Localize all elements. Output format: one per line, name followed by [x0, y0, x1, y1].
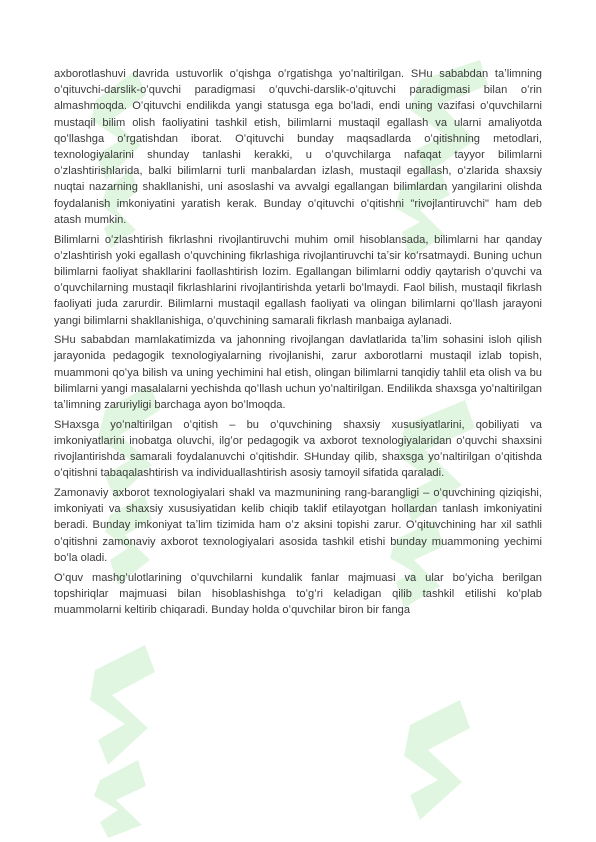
- body-paragraph: Bilimlarni oʻzlashtirish fikrlashni rivojlantiruvchi muhim omil hisoblansada, bilimlarni har qanday oʻzlashtirish yoki egallash oʻquvchining fikrlashiga rivojlantiruvchi taʼsir koʻrsatmaydi. Buning uchun bilimlarni faoliyat shakllarini faollashtirish lozim. Egallangan bilimlarni oddiy qaytarish oʻquvchi va oʻquvchilarning mustaqil fikrlashlarini rivojlantirishda yetarli boʻlmaydi. Faol bilish, mustaqil fikrlash faoliyati juda zarurdir. Bilimlarni mustaqil egallash faoliyati va olingan bilimlarni qoʻllash jarayoni yangi bilimlarni shakllanishiga, oʻquvchining samarali fikrlash manbaiga aylanadi.: [54, 233, 542, 327]
- watermark-logo-icon: [70, 640, 180, 840]
- body-paragraph: Oʻquv mashgʻulotlarining oʻquvchilarni kundalik fanlar majmuasi va ular boʻyicha berilgan topshiriqlar majmuasi bilan hisoblashishga toʻgʻri keladigan qilib tashkil etilishi koʻplab muammolarni keltirib chiqaradi. Bunday holda oʻquvchilar biron bir fanga: [54, 571, 542, 616]
- body-paragraph: SHu sababdan mamlakatimizda va jahonning rivojlangan davlatlarida taʼlim sohasini isloh qilish jarayonida pedagogik texnologiyalarning rivojlanishi, zarur axborotlarni mustaqil izlab topish, muammoni qoʻya bilish va uning yechimini hal etish, olingan bilimlarni tanqidiy tahlil eta olish va bu bilimlarni yangi masalalarni yechishda qoʻllash uchun yoʻnaltirilgan. Endilikda shaxsga yoʻnaltirilgan taʼlimning zaruriyligi barchaga ayon boʻlmoqda.: [54, 334, 542, 412]
- body-paragraph: Zamonaviy axborot texnologiyalari shakl va mazmunining rang-barangligi – oʻquvchining qiziqishi, imkoniyati va shaxsiy xususiyatidan kelib chiqib taklif etilayotgan hollardan tanlash imkoniyatini beradi. Bunday imkoniyat taʼlim tizimida ham oʻz aksini topishi zarur. Oʻqituvchining har xil sathli oʻqitishni zamonaviy axborot texnologiyalari asosida tashkil etishi bunday muammoning yechimi boʻla oladi.: [54, 487, 542, 564]
- body-paragraph: SHaxsga yoʻnaltirilgan oʻqitish – bu oʻquvchining shaxsiy xususiyatlarini, qobiliyati va imkoniyatlarini inobatga oluvchi, ilgʻor pedagogik va axborot texnologiyalaridan oʻquvchi shaxsini rivojlantirishda samarali foydalanuvchi oʻqitishdir. SHunday qilib, shaxsga yoʻnaltirilgan oʻqitishda oʻqitishni tabaqalashtirish va individuallashtirish asosiy tamoyil sifatida qaraladi.: [54, 418, 542, 480]
- body-paragraph: axborotlashuvi davrida ustuvorlik oʻqishga oʻrgatishga yoʻnaltirilgan. SHu sababdan taʼlimning oʻqituvchi-darslik-oʻquvchi paradigmasi oʻquvchi-darslik-oʻqituvchi paradigmasi bilan oʻrin almashmoqda. Oʻqituvchi endilikda yangi statusga ega boʻladi, endi uning vazifasi oʻquvchilarni mustaqil bilim olish faoliyatini tashkil etish, bilimlarni mustaqil egallash va ularni amaliyotda qoʻllashga oʻrgatishdan iborat. Oʻqituvchi bunday maqsadlarda oʻqitishning metodlari, texnologiyalarini shunday tanlashi kerakki, u oʻquvchilarga nafaqat tayyor bilimlarni oʻzlashtirishlarida, balki bilimlarni turli manbalardan izlash, mustaqil egallash, oʻzlarida shaxsiy nuqtai nazarning shakllanishi, uni asoslashi va avvalgi egallangan bilimlardan yangilarini olishda foydalanish imkoniyatini yaratish kerak. Bunday oʻqituvchi oʻqitishni "rivojlantiruvchi" ham deb atash mumkin.: [54, 68, 542, 226]
- watermark-logo-icon: [380, 700, 490, 840]
- document-body: [54, 66, 542, 622]
